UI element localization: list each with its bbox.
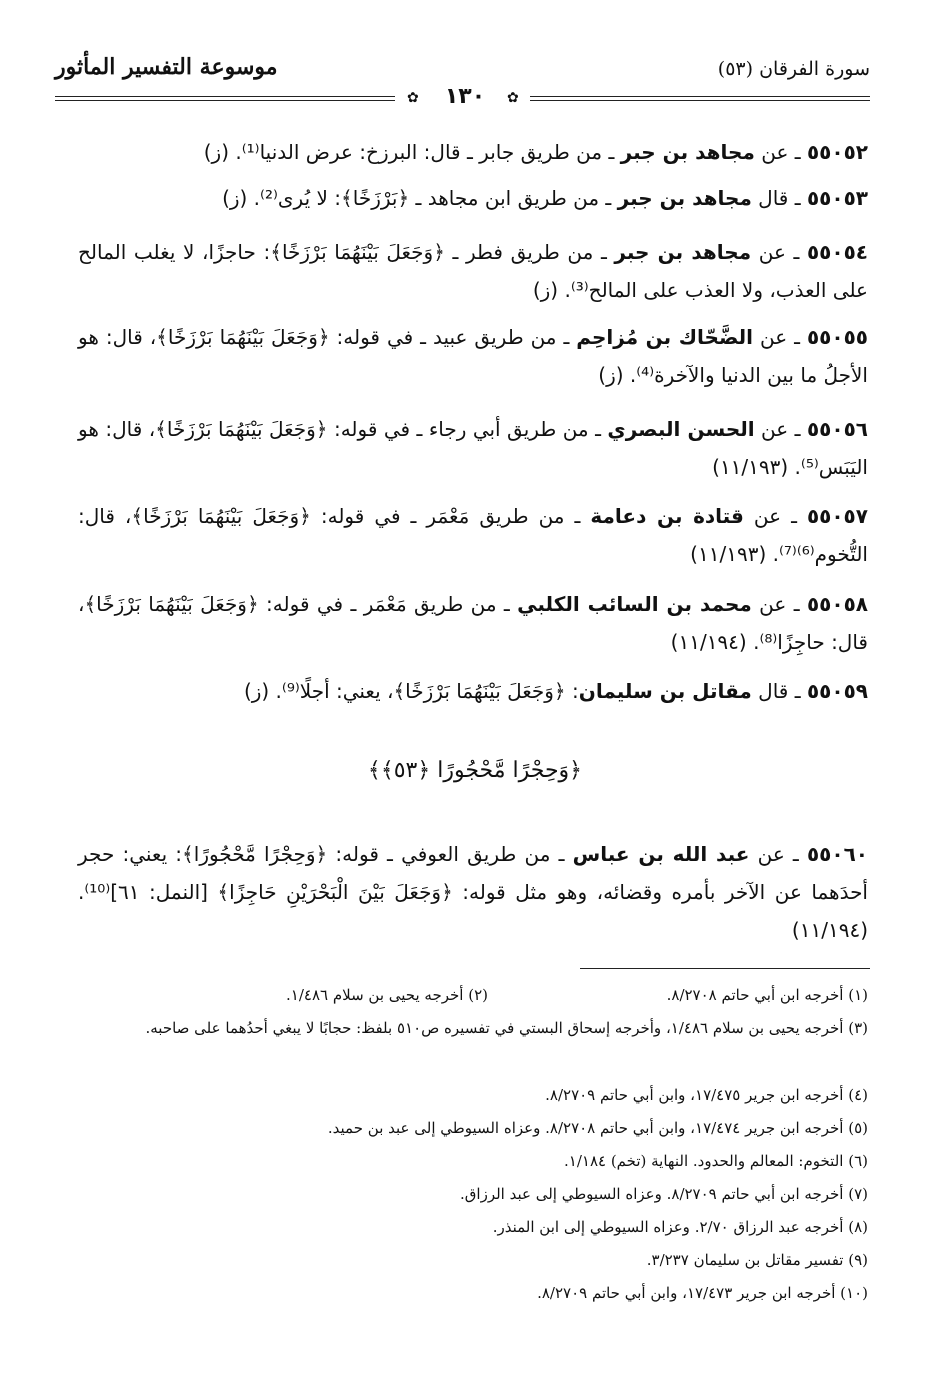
page-number: ١٣٠ (444, 84, 486, 109)
entry-55052: ٥٥٠٥٢ ـ عن مجاهد بن جبر ـ من طريق جابر ـ قال: البرزخ: عرض الدنيا⁽¹⁾. (ز) (203, 140, 868, 164)
footnote-7: (٧) أخرجه ابن أبي حاتم ٨/٢٧٠٩. وعزاه السيوطي إلى عبد الرزاق. (460, 1185, 868, 1203)
entry-55055: ٥٥٠٥٥ ـ عن الضَّحّاك بن مُزاحِم ـ من طريق عبيد ـ في قوله: ﴿وَجَعَلَ بَيْنَهُمَا بَرْزَخًا﴾، قال: هو الأجلُ ما بين الدنيا والآخرة⁽⁴⁾. (ز) (78, 325, 868, 387)
entry-55054: ٥٥٠٥٤ ـ عن مجاهد بن جبر ـ من طريق فطر ـ ﴿وَجَعَلَ بَيْنَهُمَا بَرْزَخًا﴾: حاجزًا، لا يغلب المالح على العذب، ولا العذب على المالح⁽³⁾. (ز) (78, 240, 868, 302)
surah-title: سورة الفرقان (٥٣) (717, 58, 870, 80)
entry-55058: ٥٥٠٥٨ ـ عن محمد بن السائب الكلبي ـ من طريق مَعْمَر ـ في قوله: ﴿وَجَعَلَ بَيْنَهُمَا بَرْزَخًا﴾، قال: حاجِزًا⁽⁸⁾. (١١/١٩٤) (78, 592, 868, 654)
ornament-icon: ✿ (407, 90, 419, 106)
footnote-5: (٥) أخرجه ابن جرير ١٧/٤٧٤، وابن أبي حاتم ٨/٢٧٠٨. وعزاه السيوطي إلى عبد بن حميد. (327, 1119, 868, 1137)
header-rule-left (55, 96, 395, 101)
header-rule-right (530, 96, 870, 101)
ornament-icon: ✿ (507, 90, 519, 106)
footnote-9: (٩) تفسير مقاتل بن سليمان ٣/٢٣٧. (646, 1251, 868, 1269)
footnote-2: (٢) أخرجه يحيى بن سلام ١/٤٨٦. (286, 986, 488, 1004)
footnote-4: (٤) أخرجه ابن جرير ١٧/٤٧٥، وابن أبي حاتم ٨/٢٧٠٩. (545, 1086, 868, 1104)
footnote-8: (٨) أخرجه عبد الرزاق ٢/٧٠. وعزاه السيوطي إلى ابن المنذر. (492, 1218, 868, 1236)
entry-55057: ٥٥٠٥٧ ـ عن قتادة بن دعامة ـ من طريق مَعْمَر ـ في قوله: ﴿وَجَعَلَ بَيْنَهُمَا بَرْزَخًا﴾، قال: التُّخوم⁽⁶⁾⁽⁷⁾. (١١/١٩٣) (78, 504, 868, 566)
footnote-1: (١) أخرجه ابن أبي حاتم ٨/٢٧٠٨. (666, 986, 868, 1004)
page-header (55, 52, 870, 108)
entry-55056: ٥٥٠٥٦ ـ عن الحسن البصري ـ من طريق أبي رجاء ـ في قوله: ﴿وَجَعَلَ بَيْنَهُمَا بَرْزَخًا﴾، قال: هو اليَبَس⁽⁵⁾. (١١/١٩٣) (78, 417, 869, 479)
book-title: موسوعة التفسير المأثور (55, 54, 278, 80)
footnote-divider (580, 968, 870, 969)
footnote-6: (٦) التخوم: المعالم والحدود. النهاية (تخم) ١/١٨٤. (564, 1152, 868, 1170)
footnote-3: (٣) أخرجه يحيى بن سلام ١/٤٨٦، وأخرجه إسحاق البستي في تفسيره ص٥١٠ بلفظ: حجابًا لا يبغي أحدُهما على صاحبه. (145, 1019, 868, 1037)
entry-55060: ٥٥٠٦٠ ـ عن عبد الله بن عباس ـ من طريق العوفي ـ قوله: ﴿وَحِجْرًا مَّحْجُورًا﴾: يعني: حجر أحدَهما عن الآخر بأمره وقضائه، وهو مثل قوله: ﴿وَجَعَلَ بَيْنَ الْبَحْرَيْنِ حَاجِزًا﴾ [النمل: ٦١]⁽¹⁰⁾. (١١/١٩٤) (78, 842, 868, 942)
footnote-10: (١٠) أخرجه ابن جرير ١٧/٤٧٣، وابن أبي حاتم ٨/٢٧٠٩. (537, 1284, 868, 1302)
entry-55053: ٥٥٠٥٣ ـ قال مجاهد بن جبر ـ من طريق ابن مجاهد ـ ﴿بَرْزَخًا﴾: لا يُرى⁽²⁾. (ز) (222, 186, 868, 210)
entry-55059: ٥٥٠٥٩ ـ قال مقاتل بن سليمان: ﴿وَجَعَلَ بَيْنَهُمَا بَرْزَخًا﴾، يعني: أجلًا⁽⁹⁾. (ز) (243, 679, 868, 703)
ayah-heading: ﴿وَحِجْرًا مَّحْجُورًا ﴿٥٣﴾﴾ (367, 758, 583, 783)
